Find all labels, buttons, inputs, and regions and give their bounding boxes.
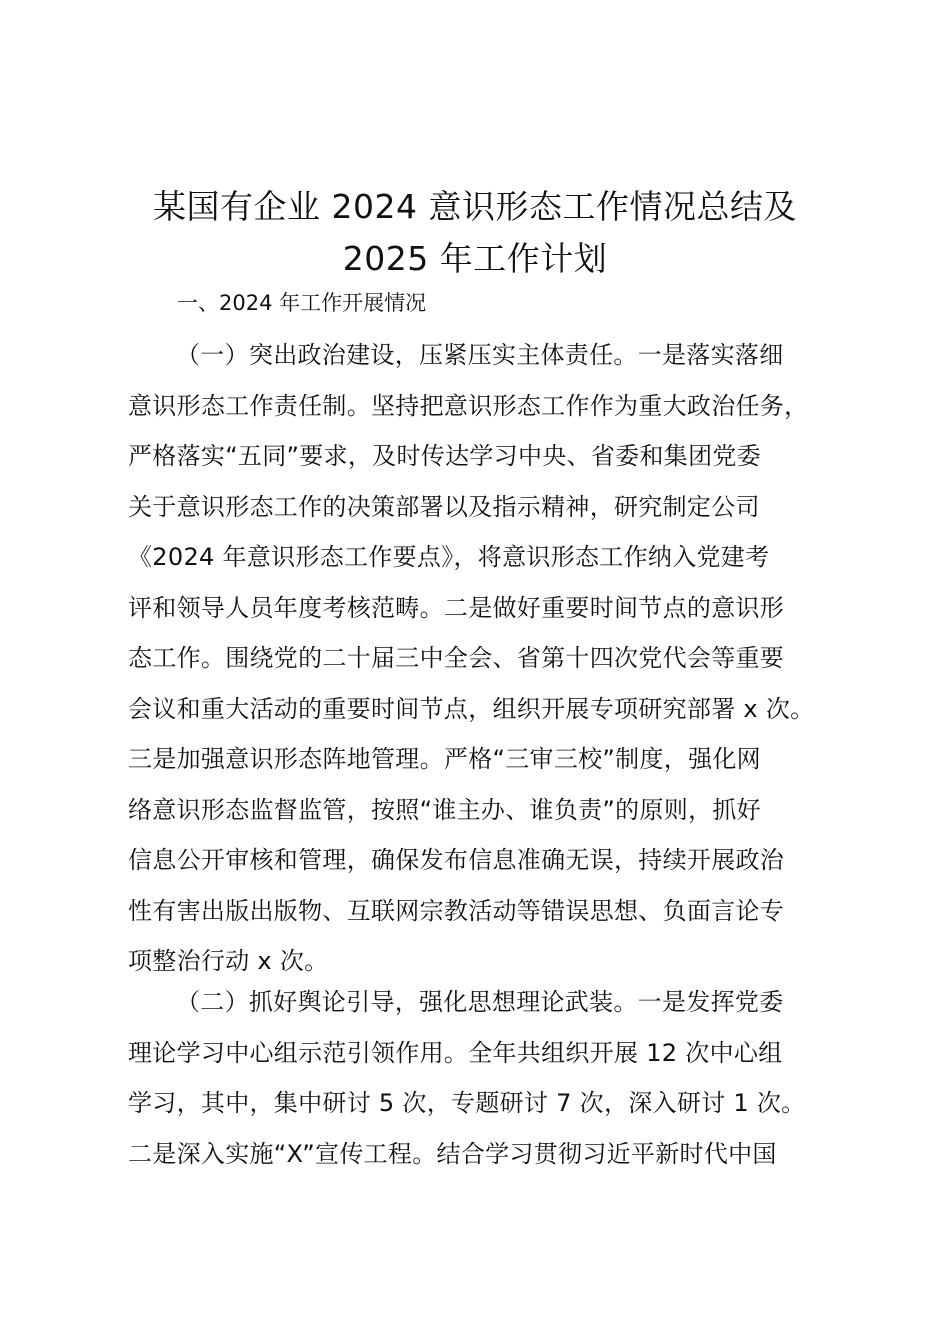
- section-heading: 一、2024 年工作开展情况: [177, 291, 427, 315]
- paragraph-2-line: 理论学习中心组示范引领作用。全年共组织开展 12 次中心组: [128, 1038, 783, 1067]
- paragraph-2-line: 二是深入实施“X”宣传工程。结合学习贯彻习近平新时代中国: [128, 1139, 777, 1168]
- paragraph-1: [128, 330, 838, 987]
- paragraph-1-line: 《2024 年意识形态工作要点》，将意识形态工作纳入党建考: [128, 543, 770, 571]
- paragraph-2-line: （二）抓好舆论引导，强化思想理论武装。一是发挥党委: [176, 988, 784, 1016]
- paragraph-1-line: 评和领导人员年度考核范畴。二是做好重要时间节点的意识形: [128, 593, 785, 622]
- document-title: [110, 181, 840, 285]
- paragraph-2-line: 学习，其中，集中研讨 5 次，专题研讨 7 次，深入研讨 1 次。: [128, 1089, 806, 1117]
- paragraph-2: [128, 977, 838, 1179]
- title-line-2: 2025 年工作计划: [342, 239, 608, 278]
- paragraph-1-line: 态工作。围绕党的二十届三中全会、省第十四次党代会等重要: [128, 644, 785, 672]
- paragraph-1-line: （一）突出政治建设，压紧压实主体责任。一是落实落细: [176, 341, 784, 369]
- paragraph-1-line: 严格落实“五同”要求，及时传达学习中央、省委和集团党委: [128, 442, 761, 470]
- title-line-1: 某国有企业 2024 意识形态工作情况总结及: [153, 187, 797, 226]
- paragraph-1-line: 会议和重大活动的重要时间节点，组织开展专项研究部署 x 次。: [128, 694, 815, 723]
- paragraph-1-line: 意识形态工作责任制。坚持把意识形态工作作为重大政治任务，: [128, 391, 809, 420]
- paragraph-1-line: 信息公开审核和管理，确保发布信息准确无误，持续开展政治: [128, 846, 785, 874]
- paragraph-1-line: 性有害出版出版物、互联网宗教活动等错误思想、负面言论专: [128, 896, 785, 925]
- paragraph-1-line: 项整治行动 x 次。: [128, 947, 329, 975]
- paragraph-1-line: 三是加强意识形态阵地管理。严格“三审三校”制度，强化网: [128, 745, 761, 773]
- paragraph-1-line: 关于意识形态工作的决策部署以及指示精神，研究制定公司: [128, 492, 760, 521]
- paragraph-1-line: 络意识形态监督监管，按照“谁主办、谁负责”的原则，抓好: [128, 795, 761, 824]
